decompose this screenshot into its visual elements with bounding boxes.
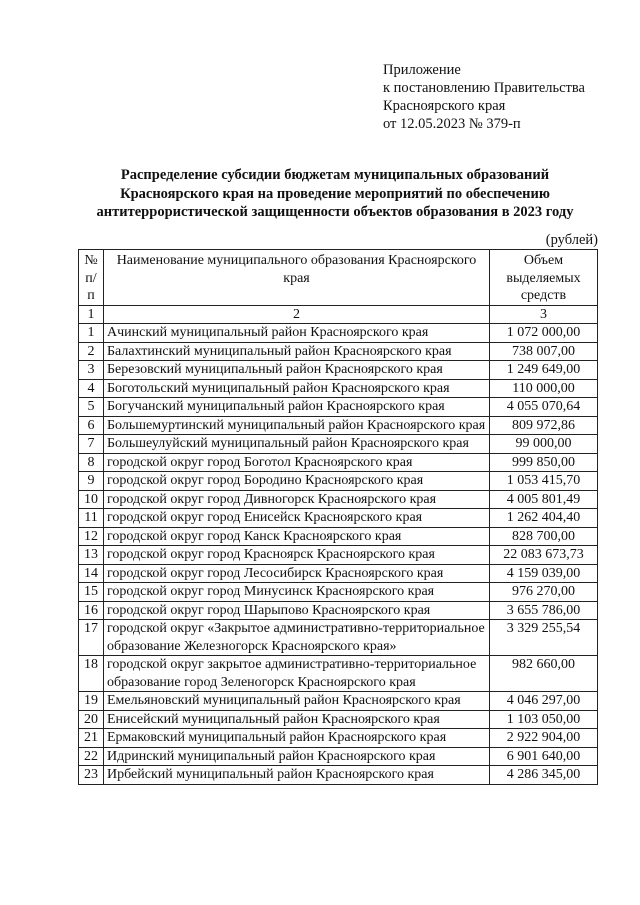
appendix-line: Красноярского края — [383, 98, 506, 114]
row-amount: 1 053 415,70 — [490, 472, 598, 491]
header-amount: Объем выделяемых средств — [490, 250, 598, 306]
row-number: 7 — [79, 435, 104, 454]
row-name: городской округ город Минусинск Красноярского края — [104, 583, 490, 602]
row-number: 5 — [79, 398, 104, 417]
appendix-line: от 12.05.2023 № 379-п — [383, 116, 521, 132]
row-amount: 99 000,00 — [490, 435, 598, 454]
table-row — [79, 324, 598, 343]
row-number: 4 — [79, 379, 104, 398]
row-name: Балахтинский муниципальный район Красноярского края — [104, 342, 490, 361]
appendix-line: Приложение — [383, 62, 461, 78]
row-number: 21 — [79, 729, 104, 748]
row-amount: 3 655 786,00 — [490, 601, 598, 620]
row-amount: 110 000,00 — [490, 379, 598, 398]
row-name: Енисейский муниципальный район Красноярского края — [104, 710, 490, 729]
row-number: 10 — [79, 490, 104, 509]
row-name: городской округ город Дивногорск Красноярского края — [104, 490, 490, 509]
row-name: городской округ «Закрытое административно-территориальное образование Железногорск Красноярского края» — [104, 620, 490, 656]
document-title — [70, 166, 600, 222]
row-amount: 982 660,00 — [490, 656, 598, 692]
row-name: городской округ город Лесосибирск Красноярского края — [104, 564, 490, 583]
appendix-block — [383, 61, 585, 133]
row-name: Ермаковский муниципальный район Красноярского края — [104, 729, 490, 748]
row-number: 13 — [79, 546, 104, 565]
table-index-row — [79, 305, 598, 324]
table-row — [79, 692, 598, 711]
table-row — [79, 656, 598, 692]
row-name: городской округ город Красноярск Красноярского края — [104, 546, 490, 565]
title-line: антитеррористической защищенности объектов образования в 2023 году — [96, 204, 574, 220]
table-row — [79, 766, 598, 785]
unit-label: (рублей) — [545, 232, 598, 248]
table-row — [79, 490, 598, 509]
row-number: 23 — [79, 766, 104, 785]
row-name: городской округ город Шарыпово Красноярского края — [104, 601, 490, 620]
row-number: 16 — [79, 601, 104, 620]
table-header-row — [79, 250, 598, 306]
row-name: городской округ город Бородино Красноярского края — [104, 472, 490, 491]
table-row — [79, 435, 598, 454]
row-name: городской округ город Енисейск Красноярского края — [104, 509, 490, 528]
row-name: Большемуртинский муниципальный район Красноярского края — [104, 416, 490, 435]
row-name: городской округ закрытое административно-территориальное образование город Зеленогорск Красноярского края — [104, 656, 490, 692]
header-name: Наименование муниципального образования Красноярского края — [104, 250, 490, 306]
row-number: 15 — [79, 583, 104, 602]
index-cell: 2 — [104, 305, 490, 324]
row-amount: 4 159 039,00 — [490, 564, 598, 583]
row-number: 22 — [79, 747, 104, 766]
title-line: Красноярского края на проведение мероприятий по обеспечению — [120, 185, 550, 202]
row-amount: 3 329 255,54 — [490, 620, 598, 656]
table-row — [79, 379, 598, 398]
row-number: 9 — [79, 472, 104, 491]
table-row — [79, 583, 598, 602]
row-amount: 2 922 904,00 — [490, 729, 598, 748]
row-amount: 828 700,00 — [490, 527, 598, 546]
row-number: 3 — [79, 361, 104, 380]
row-number: 20 — [79, 710, 104, 729]
table-row — [79, 398, 598, 417]
row-amount: 4 046 297,00 — [490, 692, 598, 711]
row-name: Емельяновский муниципальный район Красноярского края — [104, 692, 490, 711]
table-row — [79, 527, 598, 546]
row-number: 2 — [79, 342, 104, 361]
table-row — [79, 710, 598, 729]
row-name: Боготольский муниципальный район Красноярского края — [104, 379, 490, 398]
title-line: Распределение субсидии бюджетам муниципальных образований — [120, 167, 550, 183]
row-amount: 738 007,00 — [490, 342, 598, 361]
row-name: Идринский муниципальный район Красноярского края — [104, 747, 490, 766]
header-num: № п/п — [79, 250, 104, 306]
table-row — [79, 601, 598, 620]
row-number: 1 — [79, 324, 104, 343]
row-number: 19 — [79, 692, 104, 711]
row-number: 6 — [79, 416, 104, 435]
table-row — [79, 342, 598, 361]
index-cell: 3 — [490, 305, 598, 324]
subsidy-table — [78, 249, 598, 785]
table-row — [79, 564, 598, 583]
row-amount: 22 083 673,73 — [490, 546, 598, 565]
table-row — [79, 416, 598, 435]
row-name: городской округ город Боготол Красноярского края — [104, 453, 490, 472]
row-amount: 4 005 801,49 — [490, 490, 598, 509]
index-cell: 1 — [79, 305, 104, 324]
row-amount: 1 103 050,00 — [490, 710, 598, 729]
row-number: 11 — [79, 509, 104, 528]
row-amount: 809 972,86 — [490, 416, 598, 435]
table-row — [79, 472, 598, 491]
row-number: 14 — [79, 564, 104, 583]
row-amount: 1 072 000,00 — [490, 324, 598, 343]
row-name: Большеулуйский муниципальный район Красноярского края — [104, 435, 490, 454]
row-number: 18 — [79, 656, 104, 692]
table-row — [79, 453, 598, 472]
row-number: 8 — [79, 453, 104, 472]
table-row — [79, 361, 598, 380]
row-name: Богучанский муниципальный район Красноярского края — [104, 398, 490, 417]
row-number: 12 — [79, 527, 104, 546]
table-row — [79, 509, 598, 528]
row-name: Березовский муниципальный район Красноярского края — [104, 361, 490, 380]
row-amount: 4 286 345,00 — [490, 766, 598, 785]
appendix-line: к постановлению Правительства — [383, 80, 585, 96]
row-name: Ирбейский муниципальный район Красноярского края — [104, 766, 490, 785]
row-amount: 1 249 649,00 — [490, 361, 598, 380]
row-amount: 999 850,00 — [490, 453, 598, 472]
table-row — [79, 620, 598, 656]
table-row — [79, 729, 598, 748]
row-name: городской округ город Канск Красноярского края — [104, 527, 490, 546]
row-name: Ачинский муниципальный район Красноярского края — [104, 324, 490, 343]
row-amount: 4 055 070,64 — [490, 398, 598, 417]
row-amount: 6 901 640,00 — [490, 747, 598, 766]
row-amount: 976 270,00 — [490, 583, 598, 602]
table-row — [79, 546, 598, 565]
row-amount: 1 262 404,40 — [490, 509, 598, 528]
row-number: 17 — [79, 620, 104, 656]
table-row — [79, 747, 598, 766]
